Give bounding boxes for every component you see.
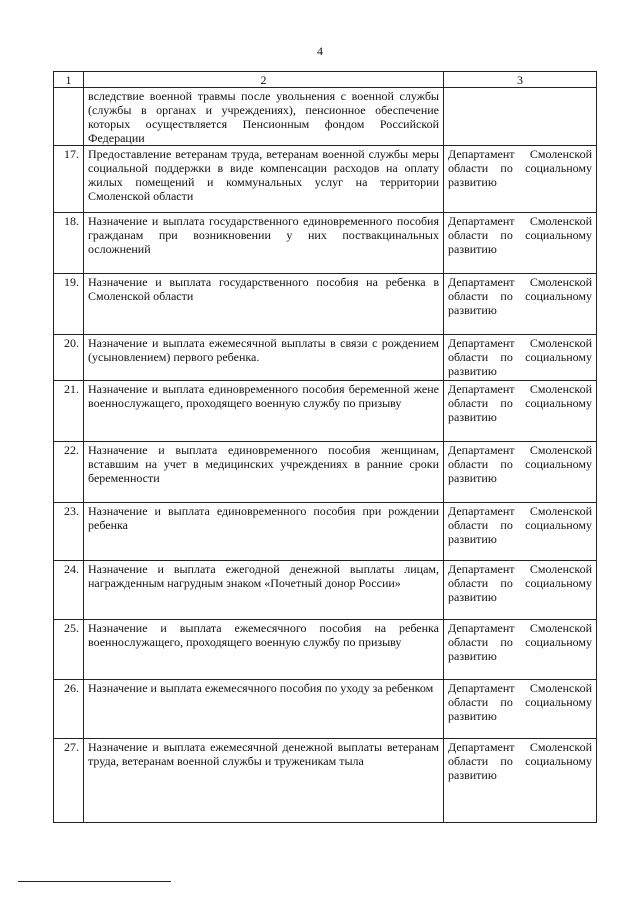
service-name: Назначение и выплата ежемесячной денежной выплаты ветеранам труда, ветеранам военной службы и труженикам тыла [84,739,444,823]
department-name: Департамент Смоленской области по социальному развитию [444,561,597,620]
table-row [54,213,597,274]
department-name: Департамент Смоленской области по социальному развитию [444,274,597,335]
row-number: 24. [54,561,84,620]
table-row [54,274,597,335]
table-row [54,739,597,823]
header-col-1: 1 [54,72,84,88]
department-name: Департамент Смоленской области по социальному развитию [444,335,597,381]
department-name: Департамент Смоленской области по социальному развитию [444,739,597,823]
table-row [54,503,597,561]
service-name: Предоставление ветеранам труда, ветеранам военной службы меры социальной поддержки в виде компенсации расходов на оплату жилых помещений и коммунальных услуг на территории Смоленской области [84,146,444,213]
service-name: Назначение и выплата ежемесячного пособия на ребенка военнослужащего, проходящего военную службу по призыву [84,620,444,680]
department-name [444,88,597,146]
table-row [54,146,597,213]
header-col-3: 3 [444,72,597,88]
row-number: 18. [54,213,84,274]
row-number: 20. [54,335,84,381]
department-name: Департамент Смоленской области по социальному развитию [444,680,597,739]
row-number: 23. [54,503,84,561]
department-name: Департамент Смоленской области по социальному развитию [444,442,597,503]
department-name: Департамент Смоленской области по социальному развитию [444,213,597,274]
header-col-2: 2 [84,72,444,88]
table-row [54,561,597,620]
row-number: 27. [54,739,84,823]
row-number: 26. [54,680,84,739]
table-row [54,335,597,381]
row-number: 19. [54,274,84,335]
page-number: 4 [317,44,323,58]
department-name: Департамент Смоленской области по социальному развитию [444,620,597,680]
service-name: Назначение и выплата ежегодной денежной выплаты лицам, награжденным нагрудным знаком «Почетный донор России» [84,561,444,620]
table-row [54,88,597,146]
table-row [54,381,597,442]
table-header [54,72,597,88]
row-number: 22. [54,442,84,503]
header-row [54,72,597,88]
table-row [54,442,597,503]
service-name: Назначение и выплата государственного единовременного пособия гражданам при возникновении у них поствакцинальных осложнений [84,213,444,274]
service-name: Назначение и выплата единовременного пособия беременной жене военнослужащего, проходящего военную службу по призыву [84,381,444,442]
services-table [53,71,597,823]
table-row [54,620,597,680]
row-number: 25. [54,620,84,680]
service-name: Назначение и выплата единовременного пособия женщинам, вставшим на учет в медицинских учреждениях в ранние сроки беременности [84,442,444,503]
service-name: Назначение и выплата государственного пособия на ребенка в Смоленской области [84,274,444,335]
row-number: 21. [54,381,84,442]
department-name: Департамент Смоленской области по социальному развитию [444,381,597,442]
service-name: Назначение и выплата ежемесячного пособия по уходу за ребенком [84,680,444,739]
table-row [54,680,597,739]
service-name: Назначение и выплата единовременного пособия при рождении ребенка [84,503,444,561]
footnote-separator-line [18,881,171,882]
department-name: Департамент Смоленской области по социальному развитию [444,146,597,213]
department-name: Департамент Смоленской области по социальному развитию [444,503,597,561]
service-name: Назначение и выплата ежемесячной выплаты в связи с рождением (усыновлением) первого ребенка. [84,335,444,381]
row-number [54,88,84,146]
row-number: 17. [54,146,84,213]
service-name: вследствие военной травмы после увольнения с военной службы (службы в органах и учреждениях), пенсионное обеспечение которых осуществляется Пенсионным фондом Российской Федерации [84,88,444,146]
